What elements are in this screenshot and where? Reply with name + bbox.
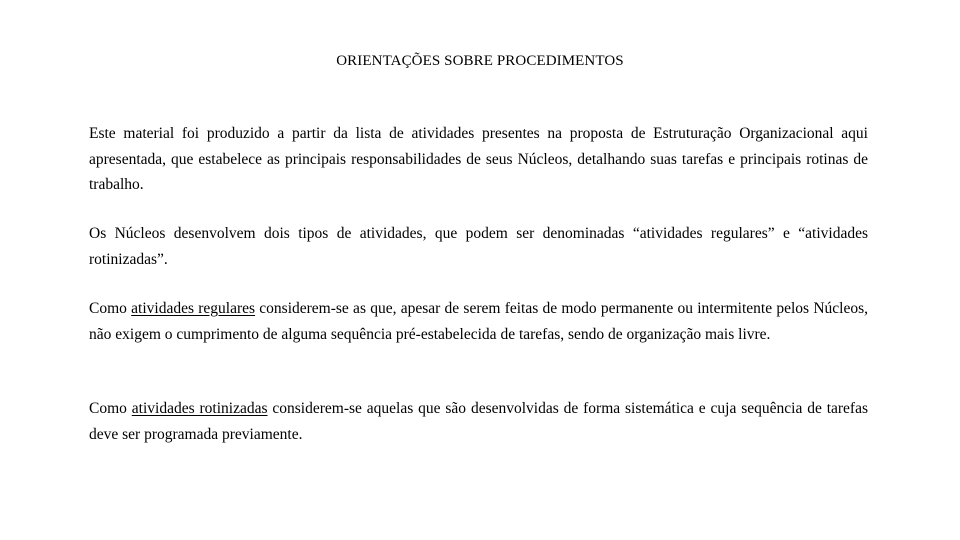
paragraph-prefix: Como [89, 400, 132, 417]
paragraph-routinized-activities [89, 396, 868, 447]
paragraph-suffix: considerem-se as que, apesar de serem feitas de modo permanente ou intermitente pelos Núcleos, não exigem o cumprimento de alguma sequência pré-estabelecida de tarefas, sendo de organização mais livre. [89, 300, 868, 343]
paragraph-regular-activities [89, 296, 868, 347]
paragraph-prefix: Como [89, 300, 132, 317]
paragraph-activity-types: Os Núcleos desenvolvem dois tipos de atividades, que podem ser denominadas “atividades regulares” e “atividades rotinizadas”. [89, 225, 868, 268]
paragraph-intro: Este material foi produzido a partir da lista de atividades presentes na proposta de Estruturação Organizacional aqui apresentada, que estabelece as principais responsabilidades de seus Núcleos, detalhando suas tarefas e principais rotinas de trabalho. [89, 125, 868, 193]
term-regular-activities: atividades regulares [131, 300, 256, 317]
term-routinized-activities: atividades rotinizadas [131, 400, 268, 417]
page-title: ORIENTAÇÕES SOBRE PROCEDIMENTOS [336, 53, 624, 69]
paragraph-suffix: considerem-se aquelas que são desenvolvidas de forma sistemática e cuja sequência de tarefas deve ser programada previamente. [89, 400, 869, 443]
